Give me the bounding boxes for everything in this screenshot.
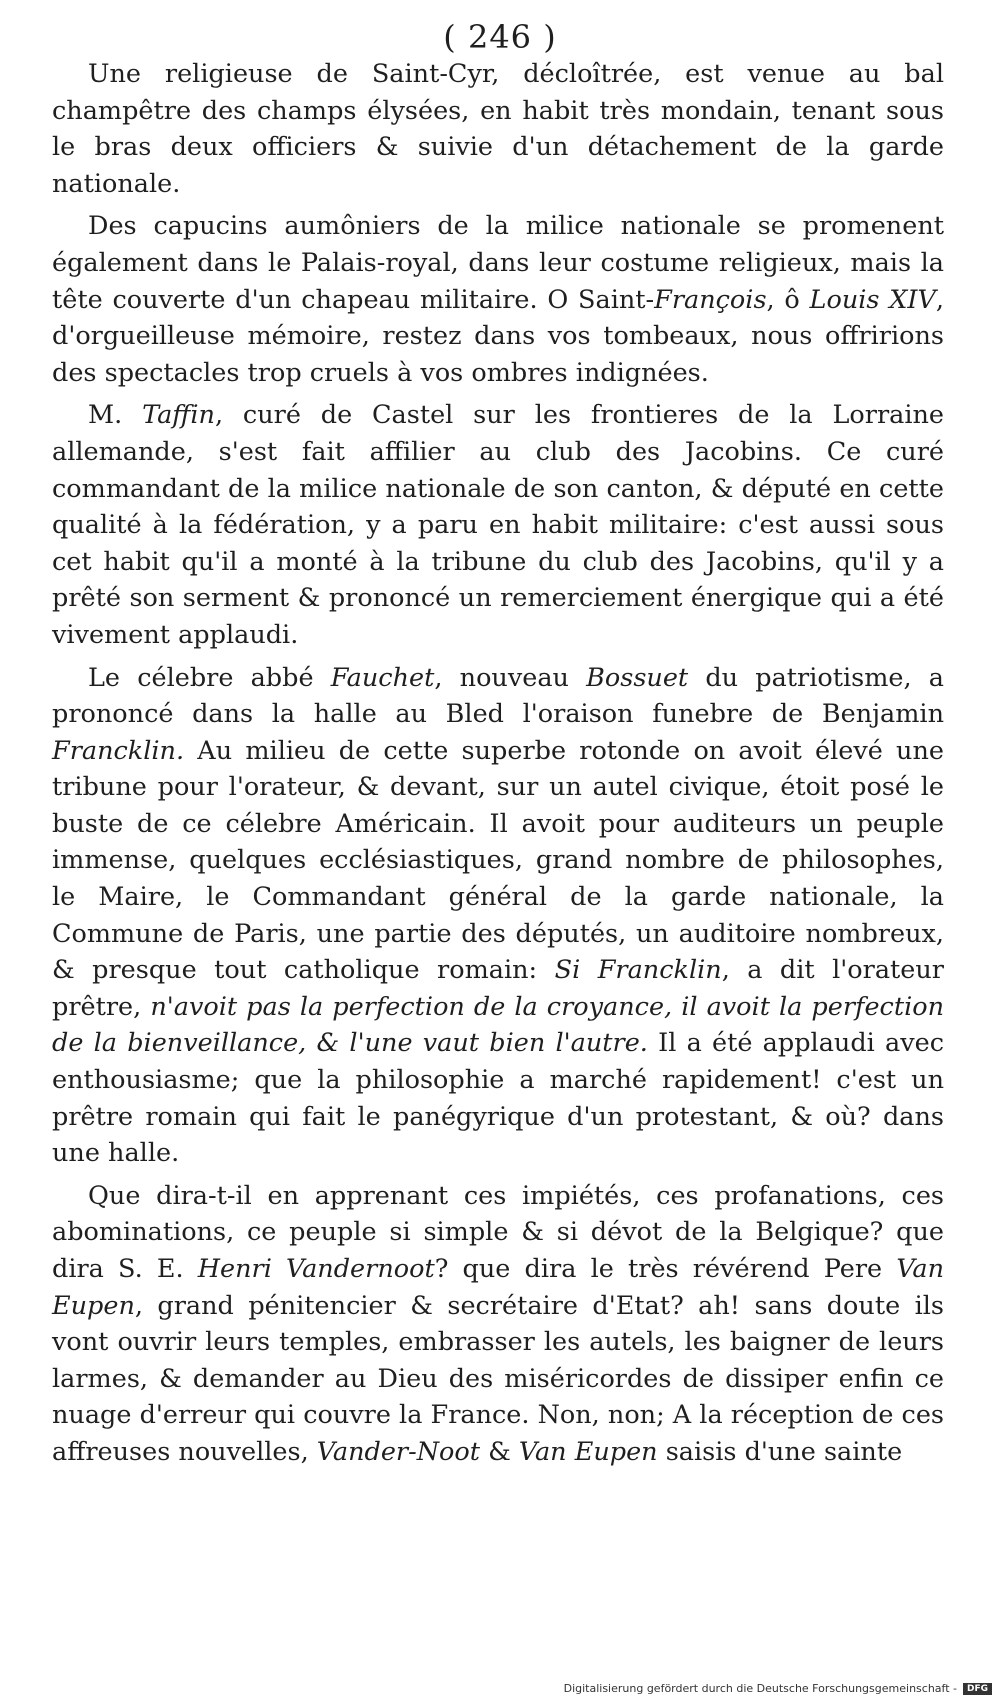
text-run: saisis d'une sainte (657, 1436, 903, 1467)
page-body (52, 56, 944, 1477)
italic-text: François (654, 284, 767, 315)
text-run: & (479, 1436, 519, 1467)
text-run: Une religieuse de Saint-Cyr, décloîtrée, est venue au bal champêtre des champs élysées, en habit très mondain, tenant sous le bras deux officiers & suivie d'un détachement de la garde nationale. (52, 59, 944, 199)
italic-text: Van Eupen (52, 1254, 945, 1321)
text-run: , a dit l'orateur prêtre, (52, 955, 944, 1022)
paragraph (52, 208, 944, 391)
italic-text: Van Eupen (518, 1436, 658, 1467)
italic-text: Vander-Noot (316, 1436, 480, 1467)
text-run: Le célebre abbé (88, 662, 331, 693)
text-run: Des capucins aumôniers de la milice nationale se promenent également dans le Palais-royal, dans leur costume religieux, mais la tête couverte d'un chapeau militaire. O Saint- (52, 211, 944, 315)
dfg-logo: DFG (963, 1683, 992, 1695)
italic-text: Taffin (142, 400, 215, 431)
digitization-credit: Digitalisierung gefördert durch die Deutsche Forschungsgemeinschaft - (563, 1682, 957, 1695)
italic-text: n'avoit pas la perfection de la croyance, il avoit la perfection de la bienveillance, & l'une vaut bien l'autre. (52, 991, 945, 1059)
text-run: , curé de Castel sur les frontieres de la Lorraine allemande, s'est fait affilier au club des Jacobins. Ce curé commandant de la milice nationale de son canton, & député en cette qualité à la fédération, y a paru en habit militaire: c'est aussi sous cet habit qu'il a monté à la tribune du club des Jacobins, qu'il y a prêté son serment & prononcé un remerciement énergique qui a été vivement applaudi. (52, 400, 945, 650)
text-run: Que dira-t-il en apprenant ces impiétés, ces profanations, ces abominations, ce peuple si simple & si dévot de la Belgique? que dira S. E. (52, 1180, 944, 1284)
text-run: , nouveau (434, 662, 587, 693)
paragraph (52, 660, 944, 1172)
italic-text: Fauchet (330, 662, 435, 693)
footer (564, 1682, 992, 1695)
paragraph (52, 1178, 944, 1471)
text-run: Il a été applaudi avec enthousiasme; que la philosophie a marché rapidement! c'est un prêtre romain qui fait le panégyrique d'un protestant, & où? dans une halle. (52, 1028, 945, 1169)
italic-text: Bossuet (586, 662, 689, 693)
text-run: Au milieu de cette superbe rotonde on avoit élevé une tribune pour l'orateur, & devant, sur un autel civique, étoit posé le buste de ce célebre Américain. Il avoit pour auditeurs un peuple immense, quelques ecclésiastiques, grand nombre de philosophes, le Maire, le Commandant général de la garde nationale, la Commune de Paris, une partie des députés, un auditoire nombreux, & presque tout catholique romain: (52, 735, 944, 986)
text-run: M. (88, 400, 143, 431)
text-run: du patriotisme, a prononcé dans la halle au Bled l'oraison funebre de Benjamin (52, 662, 944, 730)
page-number: ( 246 ) (443, 18, 557, 56)
italic-text: Si Francklin (554, 955, 722, 986)
text-run: , grand pénitencier & secrétaire d'Etat? ah! sans doute ils vont ouvrir leurs temples, embrasser les autels, les baigner de leurs larmes, & demander au Dieu des miséricordes de dissiper enfin ce nuage d'erreur qui couvre la France. Non, non; A la réception de ces affreuses nouvelles, (52, 1290, 945, 1467)
italic-text: Henri Vandernoot (197, 1254, 435, 1284)
paragraph (52, 397, 944, 653)
text-run: , d'orgueilleuse mémoire, restez dans vos tombeaux, nous offririons des spectacles trop cruels à vos ombres indignées. (52, 284, 944, 388)
text-run: , ô (766, 284, 810, 315)
italic-text: Francklin. (52, 735, 185, 766)
paragraph (52, 56, 944, 202)
text-run: ? que dira le très révérend Pere (434, 1254, 897, 1284)
italic-text: Louis XIV (809, 284, 936, 315)
